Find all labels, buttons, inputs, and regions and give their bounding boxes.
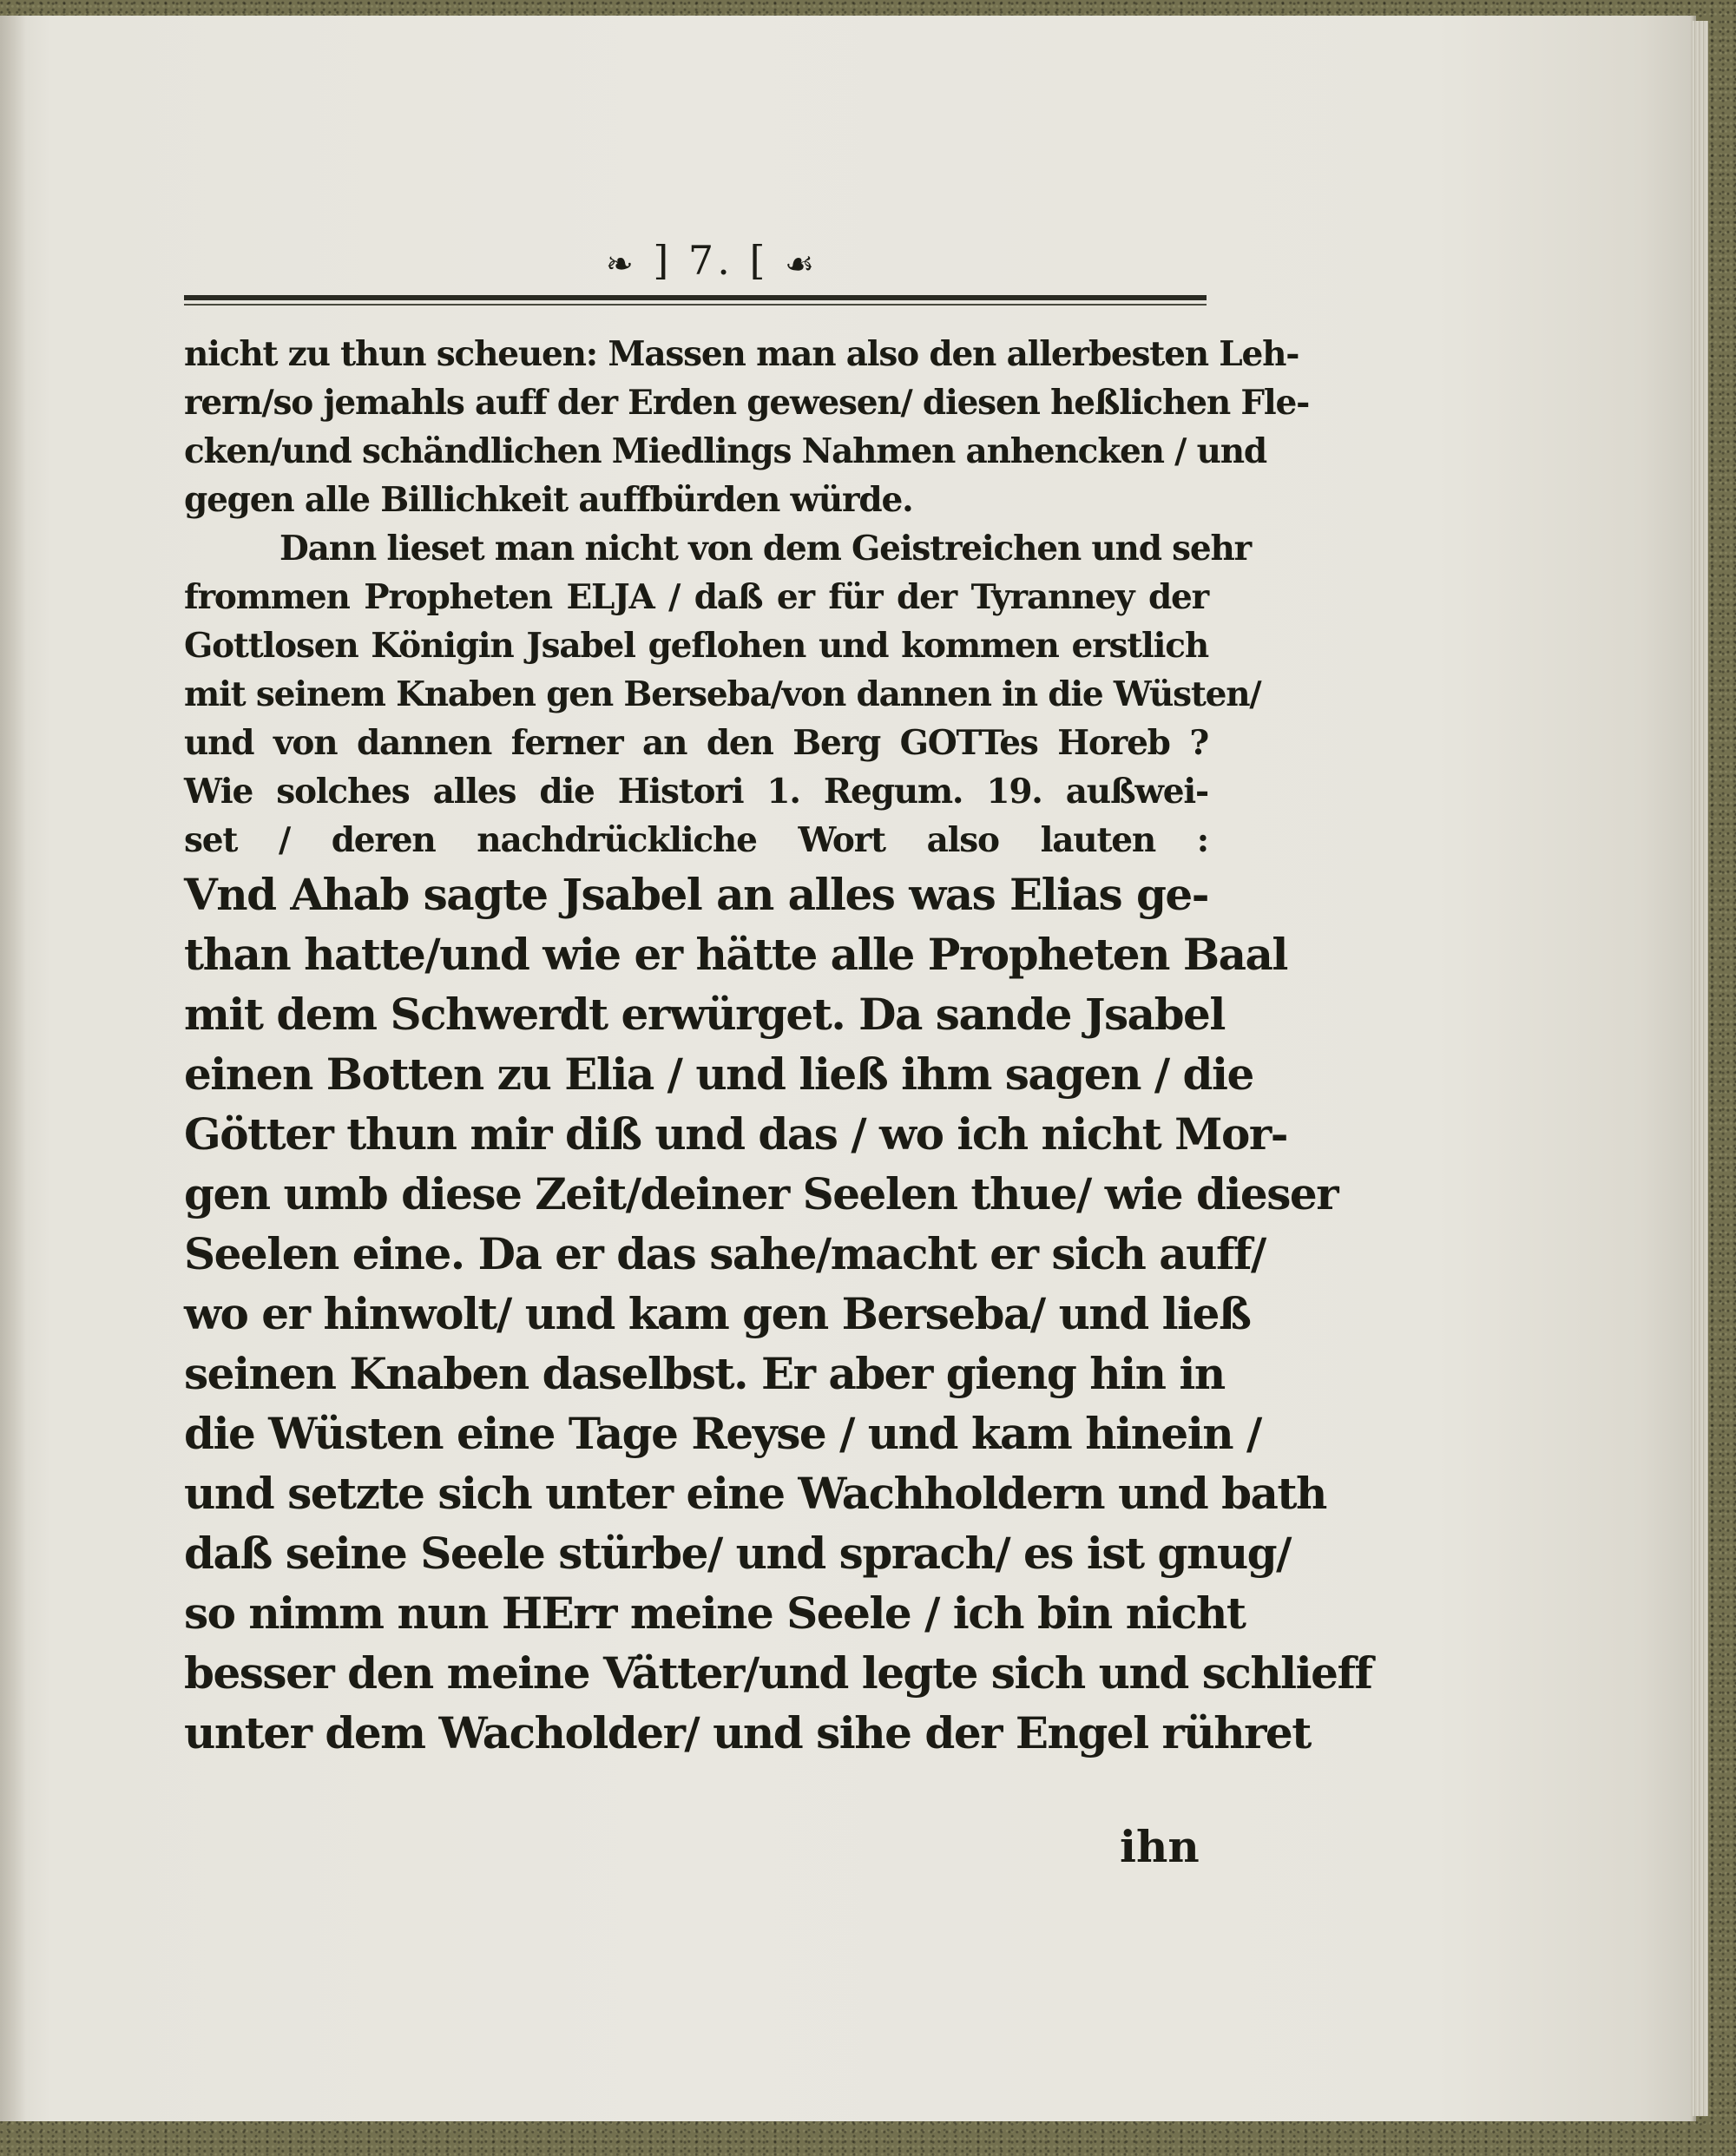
text-line: rern/so jemahls auff der Erden gewesen/ diesen heßlichen Fle- (184, 383, 1310, 423)
catchword: ihn (1120, 1821, 1200, 1872)
text-line: gegen alle Billichkeit auffbürden würde. (184, 480, 913, 520)
header-rule (184, 295, 1207, 300)
quote-line: die Wüsten eine Tage Reyse / und kam hinein / (184, 1408, 1261, 1459)
text-line: und von dannen ferner an den Berg GOTTes Horeb ? (184, 723, 1208, 763)
quote-line: daß seine Seele stürbe/ und sprach/ es ist gnug/ (184, 1528, 1291, 1579)
header-rule-thin (184, 304, 1207, 306)
text-line: Wie solches alles die Histori 1. Regum. 19. außwei- (184, 772, 1208, 812)
text-line: mit seinem Knaben gen Berseba/von dannen in die Wüsten/ (184, 674, 1261, 714)
page-header (556, 237, 868, 284)
quote-line: seinen Knaben daselbst. Er aber gieng hin in (184, 1348, 1225, 1399)
quote-line: than hatte/und wie er hätte alle Propheten Baal (184, 929, 1287, 980)
quote-line: wo er hinwolt/ und kam gen Berseba/ und ließ (184, 1288, 1251, 1339)
page-edge-stack (1693, 21, 1708, 2116)
quote-line: mit dem Schwerdt erwürget. Da sande Jsabel (184, 989, 1225, 1040)
text-line: Dann lieset man nicht von dem Geistreichen und sehr (279, 529, 1252, 569)
quote-line: Götter thun mir diß und das / wo ich nicht Mor- (184, 1108, 1287, 1160)
ornament-left-icon: ❧ (605, 245, 637, 283)
quote-line: Vnd Ahab sagte Jsabel an alles was Elias ge- (184, 869, 1208, 920)
page-binding-shadow (0, 16, 26, 2121)
book-page (0, 16, 1691, 2121)
text-line: cken/und schändlichen Miedlings Nahmen anhencken / und (184, 431, 1266, 471)
page-number: ] 7. [ (653, 237, 769, 284)
quote-line: so nimm nun HErr meine Seele / ich bin nicht (184, 1587, 1246, 1639)
quote-line: unter dem Wacholder/ und sihe der Engel rühret (184, 1707, 1311, 1758)
text-line: Gottlosen Königin Jsabel geflohen und kommen erstlich (184, 626, 1208, 666)
quote-line: gen umb diese Zeit/deiner Seelen thue/ wie dieser (184, 1168, 1338, 1219)
quote-line: einen Botten zu Elia / und ließ ihm sagen / die (184, 1048, 1253, 1100)
text-line: set / deren nachdrückliche Wort also lauten : (184, 820, 1208, 860)
quote-line: Seelen eine. Da er das sahe/macht er sich auff/ (184, 1228, 1266, 1279)
quote-line: und setzte sich unter eine Wachholdern und bath (184, 1468, 1326, 1519)
text-line: nicht zu thun scheuen: Massen man also den allerbesten Leh- (184, 334, 1299, 374)
text-line: frommen Propheten ELJA / daß er für der Tyranney der (184, 577, 1208, 617)
ornament-right-icon: ☙ (785, 245, 819, 283)
quote-line: besser den meine Vätter/und legte sich und schlieff (184, 1647, 1372, 1699)
body-text (184, 330, 1372, 1763)
